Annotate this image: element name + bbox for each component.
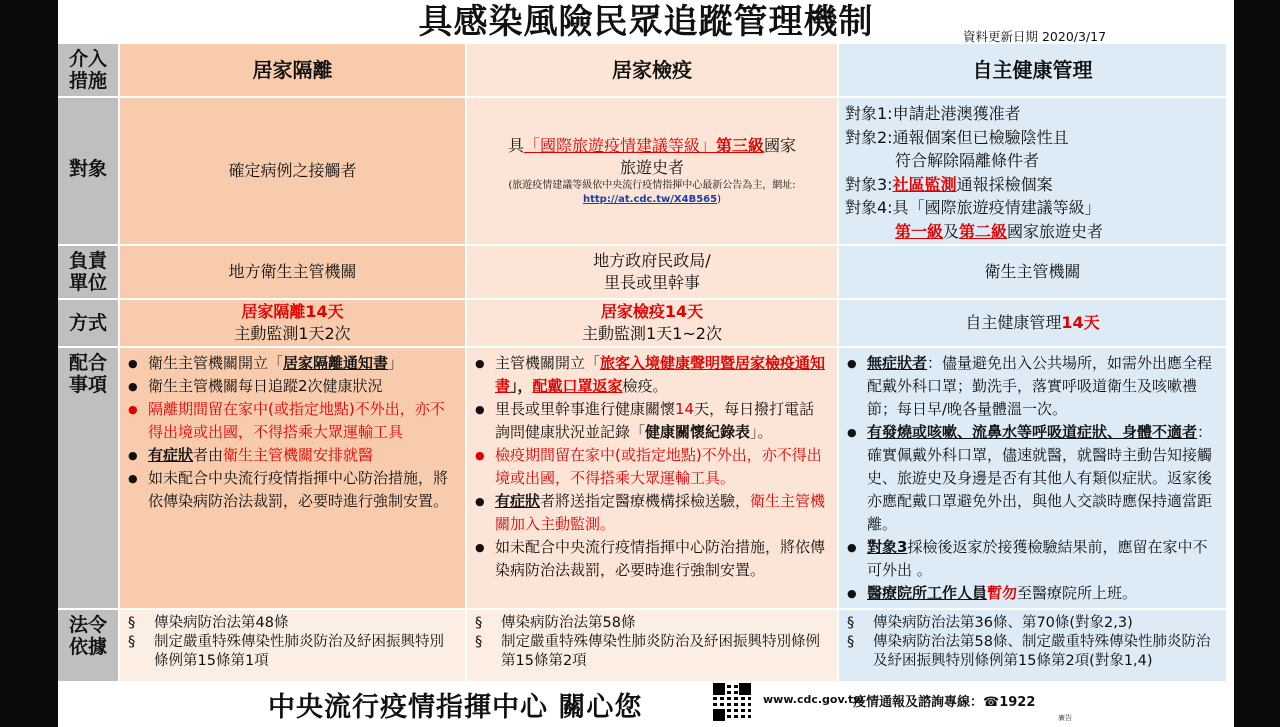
website-link[interactable]: www.cdc.gov.tw	[763, 693, 864, 706]
law-home-quarantine	[467, 610, 837, 681]
item-text: 如未配合中央流行疫情指揮中心防治措施，將依傳染病防治法裁罰，必要時進行強制安置。	[495, 538, 826, 579]
target-object1: 對象1:申請赴港澳獲准者	[845, 104, 1021, 123]
ad-mark: 廣告	[1058, 714, 1072, 722]
medical-staff-label: 醫療院所工作人員	[867, 584, 988, 602]
law-list	[126, 614, 455, 671]
monitor-freq: 主動監測1天2次	[234, 324, 351, 343]
items-home-quarantine	[467, 348, 837, 608]
phone-icon: ☎	[983, 695, 1000, 710]
level-one-label: 第一級	[895, 221, 944, 241]
symptom-label: 有症狀	[148, 446, 194, 464]
list-item	[126, 444, 455, 467]
method-self-text	[965, 312, 1099, 334]
list-item	[473, 490, 827, 536]
row-label-unit: 負責 單位	[58, 246, 118, 298]
level-three-label: 第三級	[716, 136, 765, 155]
target-self-health	[839, 98, 1226, 244]
obj4-post: 國家旅遊史者	[1007, 221, 1104, 241]
quarantine-notice: 旅客入境健康聲明暨居家檢疫通知書	[495, 354, 826, 395]
slide	[58, 0, 1234, 727]
community-monitoring: 社區監測	[892, 174, 957, 194]
item-text: 衛生主管機關加入主動監測。	[495, 492, 826, 533]
item-text: 檢疫。	[622, 377, 668, 395]
row-label-method: 方式	[58, 300, 118, 346]
obj4-mid: 及	[943, 221, 960, 241]
level-two-label: 第二級	[959, 221, 1008, 241]
days-number: 14	[675, 400, 695, 418]
unit-text: 衛生主管機關	[984, 262, 1081, 281]
items-home-isolation	[120, 348, 465, 608]
target-pre: 具	[507, 136, 524, 155]
header-self-health-management: 自主健康管理	[839, 44, 1226, 96]
target-home-isolation	[120, 98, 465, 244]
corner-label: 介入 措施	[58, 44, 118, 96]
unit-self-health	[839, 246, 1226, 298]
header-home-quarantine: 居家檢疫	[467, 44, 837, 96]
isolation-items-list	[126, 352, 455, 513]
hotline-number: 1922	[999, 695, 1036, 710]
items-self-health	[839, 348, 1226, 608]
target-object2: 對象2:通報個案但已檢驗陰性且	[845, 127, 1069, 147]
item-text: 至醫療院所上班。	[1017, 584, 1138, 602]
note-end: )	[717, 194, 722, 205]
list-item	[845, 352, 1216, 421]
list-item: § 傳染病防治法第36條、第70條(對象2,3)	[845, 614, 1216, 633]
policy-table	[58, 44, 1226, 681]
list-item	[845, 421, 1216, 536]
unit-line2: 里長或里幹事	[603, 273, 700, 292]
law-list	[845, 614, 1216, 671]
cdc-link[interactable]: http://at.cdc.tw/X4B565	[582, 194, 718, 205]
list-item	[473, 444, 827, 490]
law-list	[473, 614, 827, 671]
hotline	[853, 691, 1035, 710]
target-text: 確定病例之接觸者	[228, 161, 357, 180]
unit-text: 地方衛生主管機關	[228, 262, 357, 281]
isolation-notice: 居家隔離通知書	[283, 354, 389, 372]
quarantine-items-list	[473, 352, 827, 582]
list-item	[126, 467, 455, 513]
self-health-label: 自主健康管理	[965, 313, 1062, 332]
list-item	[473, 536, 827, 582]
item-text: 天，每日撥打電話詢問健康狀況並記錄「	[495, 400, 815, 441]
method-home-isolation	[120, 300, 465, 346]
item-text: 衛生主管機關安排就醫	[223, 446, 374, 464]
left-black-bar	[0, 0, 58, 727]
method-home-quarantine	[467, 300, 837, 346]
item-text: 檢疫期間留在家中(或指定地點)不外出，亦不得出境或出國，不得搭乘大眾運輸工具。	[495, 446, 822, 487]
law-home-isolation	[120, 610, 465, 681]
unit-home-isolation	[120, 246, 465, 298]
object3-label: 對象3	[867, 538, 908, 556]
header-home-isolation: 居家隔離	[120, 44, 465, 96]
list-item	[126, 375, 455, 398]
list-item	[473, 398, 827, 444]
obj3-post: 通報採檢個案	[956, 174, 1053, 194]
item-text: 者將送指定醫療機構採檢送驗，	[540, 492, 751, 510]
list-item	[845, 536, 1216, 582]
target-home-quarantine	[467, 98, 837, 244]
target-object4-cont	[845, 220, 1220, 244]
update-date: 資料更新日期 2020/3/17	[963, 29, 1107, 44]
list-item: § 制定嚴重特殊傳染性肺炎防治及紓困振興特別條例第15條第2項	[473, 633, 827, 671]
item-text: 採檢後返家於接獲檢驗結果前，應留在家中不可外出 。	[867, 538, 1208, 579]
item-text: ：儘量避免出入公共場所，如需外出應全程配戴外科口罩；勤洗手，落實呼吸道衛生及咳嗽禮節；每日早/晚各量體溫一次。	[867, 354, 1213, 418]
self-health-items-list	[845, 352, 1216, 605]
list-item: § 制定嚴重特殊傳染性肺炎防治及紓困振興特別條例第15條第1項	[126, 633, 455, 671]
item-text: 隔離期間留在家中(或指定地點)不外出，亦不得出境或出國，不得搭乘大眾運輸工具	[148, 400, 445, 441]
hotline-label: 疫情通報及諮詢專線：	[853, 695, 984, 710]
list-item: § 傳染病防治法第48條	[126, 614, 455, 633]
item-text: 里長或里幹事進行健康關懷	[495, 400, 676, 418]
target-object2-cont: 符合解除隔離條件者	[895, 151, 1040, 170]
method-self-health	[839, 300, 1226, 346]
isolation-days: 居家隔離14天	[241, 302, 344, 321]
item-text: 」	[388, 354, 404, 372]
symptom-label: 有症狀	[495, 492, 541, 510]
mask-label: 配戴口罩返家	[532, 377, 623, 395]
target-line1	[508, 135, 796, 157]
list-item	[126, 352, 455, 375]
qr-code-icon[interactable]	[713, 683, 751, 721]
unit-home-quarantine	[467, 246, 837, 298]
page-title: 具感染風險民眾追蹤管理機制	[418, 2, 874, 42]
note-text: (旅遊疫情建議等級依中央流行疫情指揮中心最新公告為主，網址:	[508, 180, 796, 191]
target-note	[477, 179, 827, 207]
list-item	[473, 352, 827, 398]
target-line2: 旅遊史者	[619, 158, 684, 177]
item-text: 」。	[750, 423, 773, 441]
no-symptom-label: 無症狀者	[867, 354, 928, 372]
item-text: 者由	[193, 446, 224, 464]
item-text: 如未配合中央流行疫情指揮中心防治措施，將依傳染病防治法裁罰，必要時進行強制安置。	[148, 469, 449, 510]
item-text: 主管機關開立「	[495, 354, 601, 372]
item-text: 衛生主管機關開立「	[148, 354, 284, 372]
target-object4: 對象4:具「國際旅遊疫情建議等級」	[845, 198, 1101, 217]
row-label-law: 法令 依據	[58, 610, 118, 681]
footer	[58, 681, 1234, 727]
list-item	[845, 582, 1216, 605]
temp-stop-label: 暫勿	[987, 584, 1018, 602]
target-post: 國家	[764, 136, 797, 155]
unit-line1: 地方政府民政局/	[593, 251, 711, 270]
right-black-bar	[1234, 0, 1280, 727]
care-record: 健康關懷紀錄表	[645, 423, 751, 441]
monitor-freq: 主動監測1天1~2次	[582, 324, 722, 343]
self-health-days: 14天	[1061, 313, 1100, 332]
symptom-label: 有發燒或咳嗽、流鼻水等呼吸道症狀、身體不適者	[867, 423, 1198, 441]
row-label-items: 配合 事項	[58, 348, 118, 608]
item-text: ：確實佩戴外科口罩，儘速就醫，就醫時主動告知接觸史、旅遊史及身邊是否有其他人有類似症狀。返家後亦應配戴口罩避免外出，與他人交談時應保持適當距離。	[867, 423, 1213, 533]
law-self-health	[839, 610, 1226, 681]
qr-pattern	[713, 683, 751, 721]
item-text: 」，	[510, 377, 533, 395]
list-item: § 傳染病防治法第58條	[473, 614, 827, 633]
list-item: § 傳染病防治法第58條、制定嚴重特殊傳染性肺炎防治及紓困振興特別條例第15條第2項(對象1,4)	[845, 633, 1216, 671]
travel-level-label: 「國際旅遊疫情建議等級」	[523, 136, 716, 155]
slogan: 中央流行疫情指揮中心 關心您	[268, 692, 643, 723]
obj3-pre: 對象3:	[845, 174, 893, 194]
row-label-target: 對象	[58, 98, 118, 244]
list-item	[126, 398, 455, 444]
item-text: 衛生主管機關每日追蹤2次健康狀況	[148, 377, 383, 395]
target-object3	[845, 173, 1220, 197]
quarantine-days: 居家檢疫14天	[600, 302, 704, 321]
